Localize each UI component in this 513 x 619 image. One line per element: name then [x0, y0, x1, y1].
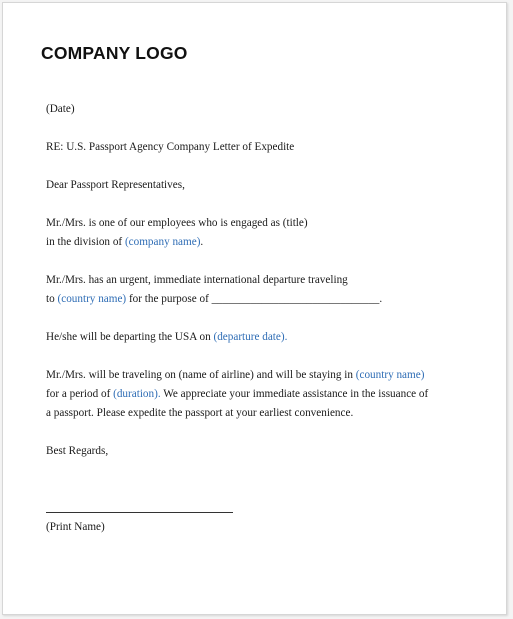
signature-line: [46, 512, 233, 513]
salutation: Dear Passport Representatives,: [46, 179, 185, 191]
subject-line: RE: U.S. Passport Agency Company Letter of Expedite: [46, 141, 295, 153]
text-segment: .: [200, 236, 204, 248]
paragraph-4-line-2: [46, 387, 428, 401]
letter-page: [2, 2, 507, 615]
text-segment: Mr./Mrs. will be traveling on (name of airline) and will be staying in: [46, 369, 356, 381]
text-segment: in the division of: [46, 236, 125, 248]
date-line: (Date): [46, 103, 75, 115]
text-segment: We appreciate your immediate assistance in the issuance of: [160, 388, 429, 400]
paragraph-4-line-3: a passport. Please expedite the passport at your earliest convenience.: [46, 407, 354, 419]
purpose-blank: for the purpose of ______________________________.: [126, 293, 383, 305]
country-name-placeholder: (country name): [57, 293, 127, 305]
print-name: (Print Name): [46, 521, 105, 533]
paragraph-2-line-2: [46, 292, 382, 306]
country-name-placeholder: (country name): [355, 369, 425, 381]
text-segment: to: [46, 293, 58, 305]
paragraph-2-line-1: Mr./Mrs. has an urgent, immediate international departure traveling: [46, 274, 348, 286]
departure-date-placeholder: (departure date).: [213, 331, 288, 343]
text-segment: for a period of: [46, 388, 114, 400]
company-logo: COMPANY LOGO: [41, 43, 188, 63]
duration-placeholder: (duration).: [113, 388, 161, 400]
paragraph-3-line-1: [46, 330, 287, 344]
text-segment: He/she will be departing the USA on: [46, 331, 214, 343]
paragraph-1-line-1: Mr./Mrs. is one of our employees who is engaged as (title): [46, 217, 308, 229]
company-name-placeholder: (company name): [124, 236, 201, 248]
closing: Best Regards,: [46, 445, 109, 457]
paragraph-1-line-2: [46, 235, 203, 249]
paragraph-4-line-1: [46, 368, 424, 382]
